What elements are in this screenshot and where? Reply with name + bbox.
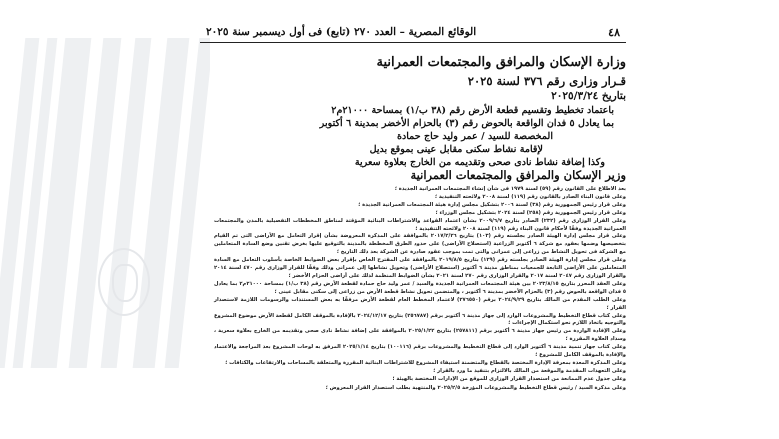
subject-line: باعتماد تخطيط وتقسيم قطعة الأرض رقم (٣٨ ب/١) بمساحة ٢١٠٠٠م٢ <box>331 105 614 116</box>
closing-paragraph: وعلى مذكرة السيد / رئيس قطاع التخطيط والمشروعات المؤرخة ٢٠٢٥/٢/٥ والمنتهية بطلب استصدار القرار المعروض ؛ <box>325 385 626 392</box>
ministry-name: وزارة الإسكان والمرافق والمجتمعات العمرانية <box>376 55 626 70</box>
subject-line: لإقامة نشاط سكنى مقابل عينى بموقع بديل <box>369 144 543 155</box>
running-header <box>206 26 620 40</box>
body-paragraph: وعلى المذكرة المعدة بمعرفة الإدارة المختصة بالقطاع والمتضمنة استيفاء المشروع للاشتراطات البنائية المقررة والمتعلقة بالمساحات والارتفاعات والكثافات ؛ <box>225 359 626 366</box>
body-paragraph: وعلى قرار مجلس إدارة الهيئة الصادر بجلسته رقم (١٢٩) بتاريخ ٢٠١٩/٨/٥ بالموافقة على المقترح الخاص بإقرار بعض الضوابط الخاصة بأسلوب التعامل مع السادة المتعاملين على الأراضى التابعة للجمعيات بمناطق مدينة ٦ أكتوبر (استصلاح الأراضى) وتحويل نشاطها إلى عمرانى وذلك وفقًا للقرار الوزارى رقم ٤٧٠ لسنة ٢٠١٤ والقرار الوزارى رقم ٢٠٤٧ لسنة ٢٠١٧ والقرار الوزارى رقم ٢٧٠ لسنة ٢٠٢١ بشأن الضوابط المنظمة لذلك على أراضى الحزام الأخضر ؛ <box>214 257 626 279</box>
body-paragraph: وعلى قرار مجلس إدارة الهيئة الصادر بجلسته رقم (١٠٣) بتاريخ ٢٠١٧/٢/٢٦ بالموافقة على المذكرة المعروضة بشأن إقرار التعامل مع الأراضى التى تم القيام بتخصيصها وضمها بعقود مع شركة ٦ أكتوبر الزراعية (استصلاح الأراضى) على حدود الطرق المخططة بالمدينة بالتوقيع عليها بغرض تقنين وضع السادة المتعاملين مع الشركة فى تحويل النشاط من زراعى إلى عمرانى والتى تمت بموجب عقود صادرة عن الشركة بعد ذلك التاريخ ؛ <box>214 233 627 256</box>
body-paragraph: وعلى كتاب قطاع التخطيط والمشروعات الوارد إلى جهاز مدينة ٦ أكتوبر برقم (٢٥٦٧٨٧) بتاريخ ٢٠٢٤/١٢/١٧ بالإفادة بالموقف الكامل لقطعة الأرض موضوع المشروع والتوجيه باتخاذ اللازم نحو استكمال الإجراءات ؛ <box>214 312 626 327</box>
body-paragraph: بعد الاطلاع على القانون رقم (٥٩) لسنة ١٩٧٩ فى شأن إنشاء المجتمعات العمرانية الجديدة ؛ <box>394 186 626 192</box>
body-paragraph: وعلى كتاب جهاز تنمية مدينة ٦ أكتوبر الوارد إلى قطاع التخطيط والمشروعات برقم (١٠٠١١٦) بتاريخ ٢٠٢٥/١/١٤ المرفق به لوحات المشروع بعد المراجعة والاعتماد والإفادة بالموقف الكامل للمشروع ؛ <box>214 344 626 359</box>
body-paragraph: وعلى التعهدات المقدمة والموقعة من المالك بالالتزام بتنفيذ ما ورد بالقرار ؛ <box>433 367 626 374</box>
body-paragraph: وعلى قرار رئيس الجمهورية رقم (٣٨) لسنة ٢٠٠٦ بتشكيل مجلس إدارة هيئة المجتمعات العمرانية الجديدة ؛ <box>358 201 626 208</box>
subject-line: وكذا إضافة نشاط نادى صحى وتقديمه من الخارج بعلاوة سعرية <box>354 157 605 168</box>
decree-date: بتاريخ ٢٠٢٥/٣/٢٤ <box>551 90 626 102</box>
body-paragraph: وعلى الإفادة الواردة من رئيس جهاز مدينة ٦ أكتوبر برقم (٢٥٧٨١١) بتاريخ ٢٠٢٥/١/٢٢ بالموافقة على إضافة نشاط نادى صحى وتقديمه من الخارج بعلاوة سعرية ، وسداد العلاوة المقررة ؛ <box>214 328 626 343</box>
gazette-issue-line: الوقائع المصرية – العدد ٢٧٠ (تابع) فى أول ديسمبر سنة ٢٠٢٥ <box>206 26 477 38</box>
subject-line: بما يعادل ٥ فدان الواقعة بالحوض رقم (٣) بالحزام الأخضر بمدينة ٦ أكتوبر <box>319 118 614 129</box>
body-paragraph: وعلى جدول عدم الممانعة من استصدار القرار الوزارى للموقع من الإدارات المختصة بالهيئة ؛ <box>392 375 626 382</box>
page-number: ٤٨ <box>608 26 620 39</box>
decree-body <box>214 186 626 393</box>
body-paragraph: وعلى الطلب المقدم من المالك بتاريخ ٢٠٢٤/٩/٢٩ برقم (٢٧٦٥٥٠) لاعتماد المخطط العام لقطعة الأرض مرفقًا به بعض المستندات والرسومات اللازمة لاستصدار القرار ؛ <box>214 296 626 311</box>
issuer-title: وزير الإسكان والمرافق والمجتمعات العمرانية <box>410 168 626 182</box>
decree-number: قـرار وزارى رقم ٣٧٦ لسنة ٢٠٢٥ <box>467 74 626 88</box>
body-paragraph: وعلى قرار رئيس الجمهورية رقم (٢٥٨) لسنة ٢٠٢٤ بتشكيل مجلس الوزراء ؛ <box>435 209 626 216</box>
header-rule <box>200 42 626 43</box>
seal-watermark-icon <box>98 248 150 316</box>
watermark <box>0 38 210 368</box>
subject-line: المخصصة للسيد / عمر وليد حاج حمادة <box>396 131 553 142</box>
body-paragraph: وعلى القرار الوزارى رقم (٢٣٢) الصادر بتاريخ ٢٠٠٩/٦/٧ بشأن اعتماد القواعد والاشتراطات البنائية المؤقتة لمناطق المخططات التفصيلية بالمدن والمجتمعات العمرانية الجديدة وفقًا لأحكام قانون البناء رقم (١١٩) لسنة ٢٠٠٨ ولائحته التنفيذية ؛ <box>214 217 626 232</box>
body-paragraph: وعلى العقد المحرر بتاريخ ٢٠٢٣/٨/١٥ بين هيئة المجتمعات العمرانية الجديدة والسيد / عمر وليد حاج حمادة لقطعة الأرض رقم (٣٨ ب/١) بمساحة ٢١٠٠٠م٢ بما يعادل ٥ فدان الواقعة بالحوض رقم (٣) بالحزام الأخضر بمدينة ٦ أكتوبر ، والمتضمن تحويل نشاط قطعة الأرض من زراعى إلى سكنى مقابل عينى ؛ <box>214 280 626 295</box>
body-paragraph: وعلى قانون البناء الصادر بالقانون رقم (١١٩) لسنة ٢٠٠٨ ولائحته التنفيذية ؛ <box>434 193 626 200</box>
